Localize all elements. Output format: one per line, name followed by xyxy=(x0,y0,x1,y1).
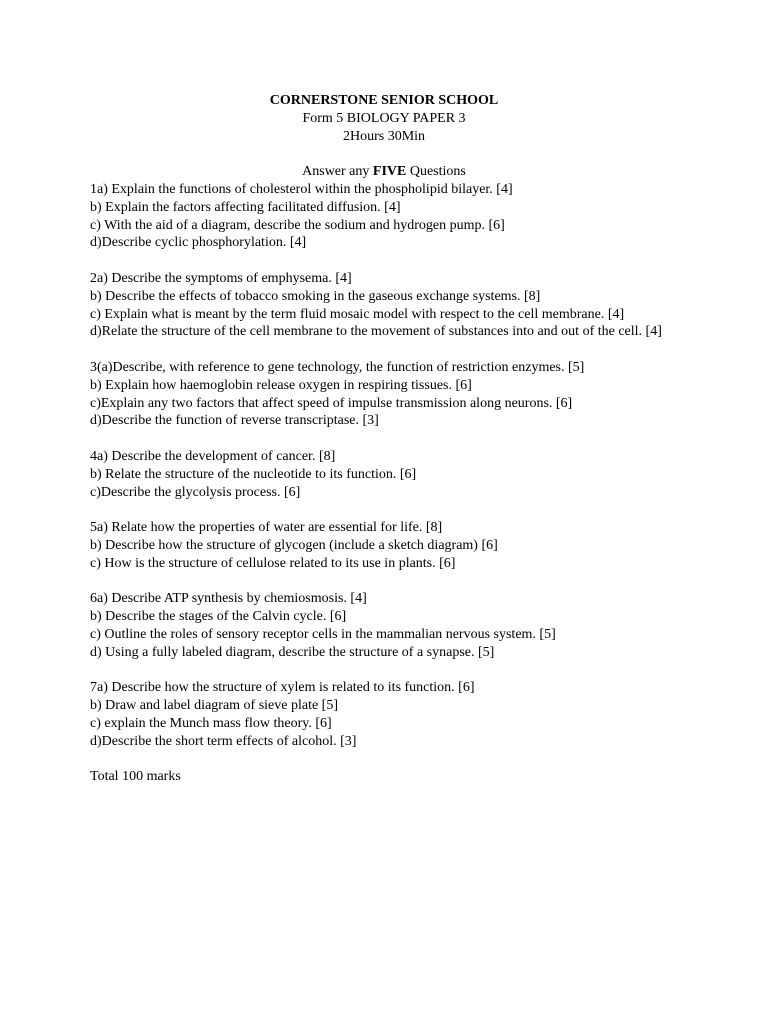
question-2 xyxy=(90,270,728,341)
question-line: d)Describe cyclic phosphorylation. [4] xyxy=(90,235,307,251)
question-line: d)Describe the short term effects of alcohol. [3] xyxy=(90,733,357,749)
school-name: CORNERSTONE SENIOR SCHOOL xyxy=(269,93,499,108)
paper-title: Form 5 BIOLOGY PAPER 3 xyxy=(302,110,466,126)
question-5 xyxy=(90,519,728,572)
question-line: b) Describe how the structure of glycogen (include a sketch diagram) [6] xyxy=(90,537,498,553)
question-line: d) Using a fully labeled diagram, describe the structure of a synapse. [5] xyxy=(90,644,495,660)
total-marks: Total 100 marks xyxy=(90,769,181,785)
question-line: b) Explain the factors affecting facilitated diffusion. [4] xyxy=(90,199,401,215)
exam-instruction xyxy=(90,163,678,181)
question-line: c) Explain what is meant by the term fluid mosaic model with respect to the cell membrane. [4] xyxy=(90,306,625,322)
question-line: 7a) Describe how the structure of xylem is related to its function. [6] xyxy=(90,680,475,696)
question-list xyxy=(90,181,728,751)
question-line: b) Describe the stages of the Calvin cycle. [6] xyxy=(90,609,347,625)
question-line: d)Describe the function of reverse transcriptase. [3] xyxy=(90,413,379,429)
question-line: 5a) Relate how the properties of water are essential for life. [8] xyxy=(90,520,443,536)
instruction-prefix: Answer any xyxy=(302,164,373,180)
question-6 xyxy=(90,590,728,661)
question-line: c)Describe the glycolysis process. [6] xyxy=(90,484,301,500)
question-line: b) Describe the effects of tobacco smoking in the gaseous exchange systems. [8] xyxy=(90,288,541,304)
exam-duration: 2Hours 30Min xyxy=(342,128,426,144)
question-4 xyxy=(90,448,728,501)
question-line: b) Draw and label diagram of sieve plate [5] xyxy=(90,698,339,714)
question-3 xyxy=(90,359,728,430)
instruction-suffix: Questions xyxy=(406,164,466,180)
question-line: c) How is the structure of cellulose related to its use in plants. [6] xyxy=(90,555,456,571)
question-7 xyxy=(90,679,728,750)
question-line: 6a) Describe ATP synthesis by chemiosmosis. [4] xyxy=(90,591,367,607)
question-line: 1a) Explain the functions of cholesterol within the phospholipid bilayer. [4] xyxy=(90,181,513,197)
question-line: c) With the aid of a diagram, describe the sodium and hydrogen pump. [6] xyxy=(90,217,505,233)
question-line: c) explain the Munch mass flow theory. [6] xyxy=(90,715,332,731)
question-line: 2a) Describe the symptoms of emphysema. [4] xyxy=(90,270,352,286)
instruction-emphasis: FIVE xyxy=(372,164,407,180)
question-line: 4a) Describe the development of cancer. [8] xyxy=(90,448,336,464)
question-line: c)Explain any two factors that affect speed of impulse transmission along neurons. [6] xyxy=(90,395,573,411)
question-line: b) Relate the structure of the nucleotide to its function. [6] xyxy=(90,466,417,482)
question-line: b) Explain how haemoglobin release oxygen in respiring tissues. [6] xyxy=(90,377,472,393)
question-1 xyxy=(90,181,728,252)
question-line: c) Outline the roles of sensory receptor cells in the mammalian nervous system. [5] xyxy=(90,626,556,642)
exam-header xyxy=(90,92,678,145)
question-line: d)Relate the structure of the cell membrane to the movement of substances into and out of the cell. [4] xyxy=(90,324,662,340)
question-line: 3(a)Describe, with reference to gene technology, the function of restriction enzymes. [5] xyxy=(90,359,585,375)
